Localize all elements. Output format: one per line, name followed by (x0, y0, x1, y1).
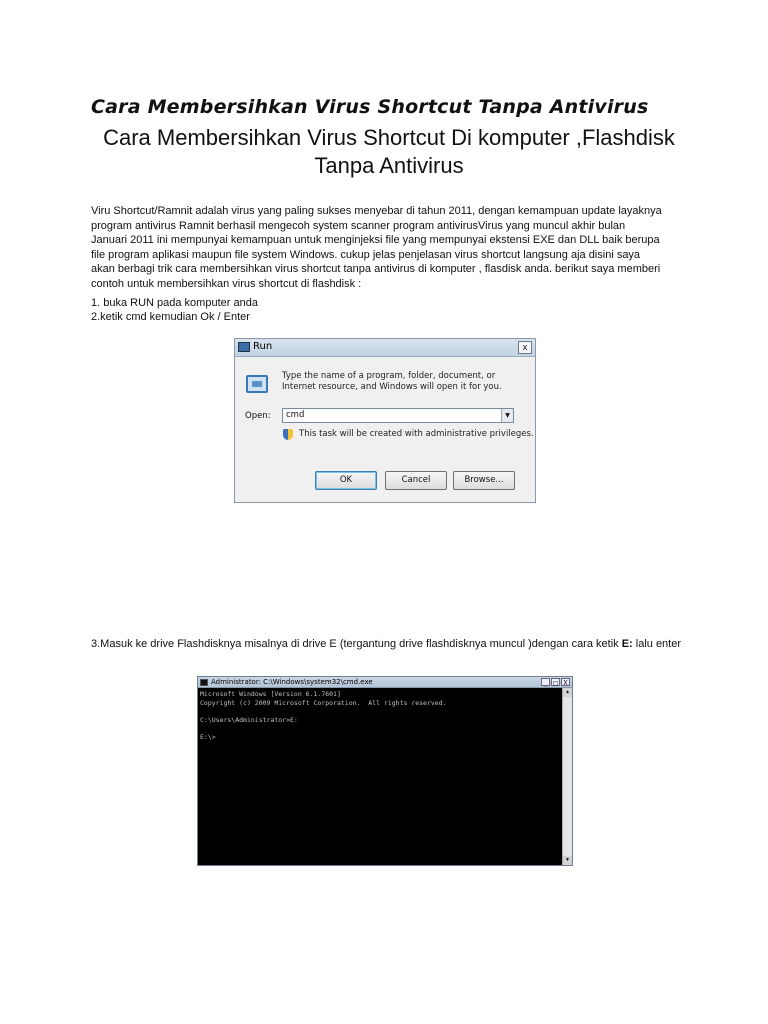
run-buttons (235, 471, 535, 503)
ok-button[interactable]: OK (315, 471, 377, 490)
shield-icon (283, 429, 293, 440)
cmd-titlebar (198, 677, 572, 688)
browse-button[interactable]: Browse... (453, 471, 515, 490)
run-title: Run (253, 341, 273, 352)
intro-paragraph (91, 204, 681, 291)
scroll-up-icon[interactable]: ▲ (563, 688, 572, 697)
intro-line: Viru Shortcut/Ramnit adalah virus yang paling sukses menyebar di tahun 2011, dengan kemampuan update layaknya (91, 205, 662, 217)
intro-line: akan berbagi trik cara membersihkan virus shortcut tanpa antivirus di komputer , flasdisk anda. berikut saya memberi (91, 263, 661, 275)
cmd-output[interactable]: Microsoft Windows [Version 6.1.7601] Copyright (c) 2009 Microsoft Corporation. All rights reserved. C:\Users\Administrator>E: E:\> (198, 688, 562, 865)
page-subtitle: Cara Membersihkan Virus Shortcut Di komputer ,Flashdisk Tanpa Antivirus (103, 125, 675, 178)
window-controls (540, 678, 570, 687)
intro-line: Januari 2011 ini mempunyai kemampuan untuk menginjeksi file yang mempunyai ekstensi EXE dan DLL baik berupa (91, 234, 660, 246)
step-3 (91, 637, 683, 652)
run-program-icon (246, 375, 268, 393)
cmd-title: Administrator: C:\Windows\system32\cmd.exe (211, 678, 373, 686)
run-window-icon (238, 342, 250, 352)
intro-line: contoh untuk membersihkan virus shortcut di flashdisk : (91, 277, 362, 290)
run-titlebar (235, 339, 535, 357)
intro-line: file program aplikasi maupun file system Windows. cukup jelas penjelasan virus shortcut langsung aja disini saya (91, 248, 641, 261)
cmd-window-icon (200, 679, 208, 686)
open-input[interactable] (282, 408, 514, 423)
chevron-down-icon[interactable]: ▼ (501, 409, 513, 422)
maximize-icon[interactable]: □ (551, 678, 560, 686)
open-label: Open: (245, 411, 271, 421)
cmd-window (197, 676, 573, 866)
step-3-command: E: (621, 638, 633, 650)
minimize-icon[interactable]: _ (541, 678, 550, 686)
open-input-value: cmd (286, 410, 305, 420)
step-1: 1. buka RUN pada komputer anda (91, 297, 258, 309)
scroll-down-icon[interactable]: ▼ (563, 856, 572, 865)
admin-note: This task will be created with administrative privileges. (299, 429, 534, 439)
run-dialog (234, 338, 536, 503)
step-3-suffix: lalu enter (632, 638, 682, 650)
page-title: Cara Membersihkan Virus Shortcut Tanpa Antivirus (91, 96, 649, 118)
intro-line: program antivirus Ramnit berhasil mengecoh system scanner program antivirusVirus yang muncul akhir bulan (91, 219, 626, 232)
cancel-button[interactable]: Cancel (385, 471, 447, 490)
step-2: 2.ketik cmd kemudian Ok / Enter (91, 311, 250, 323)
scrollbar[interactable] (562, 688, 572, 865)
close-icon[interactable]: X (561, 678, 570, 686)
run-description: Type the name of a program, folder, document, or Internet resource, and Windows will open it for you. (282, 371, 502, 392)
close-icon[interactable]: x (518, 341, 532, 354)
run-body (235, 357, 535, 502)
step-3-text: 3.Masuk ke drive Flashdisknya misalnya di drive E (tergantung drive flashdisknya muncul )dengan cara ketik (91, 638, 622, 650)
